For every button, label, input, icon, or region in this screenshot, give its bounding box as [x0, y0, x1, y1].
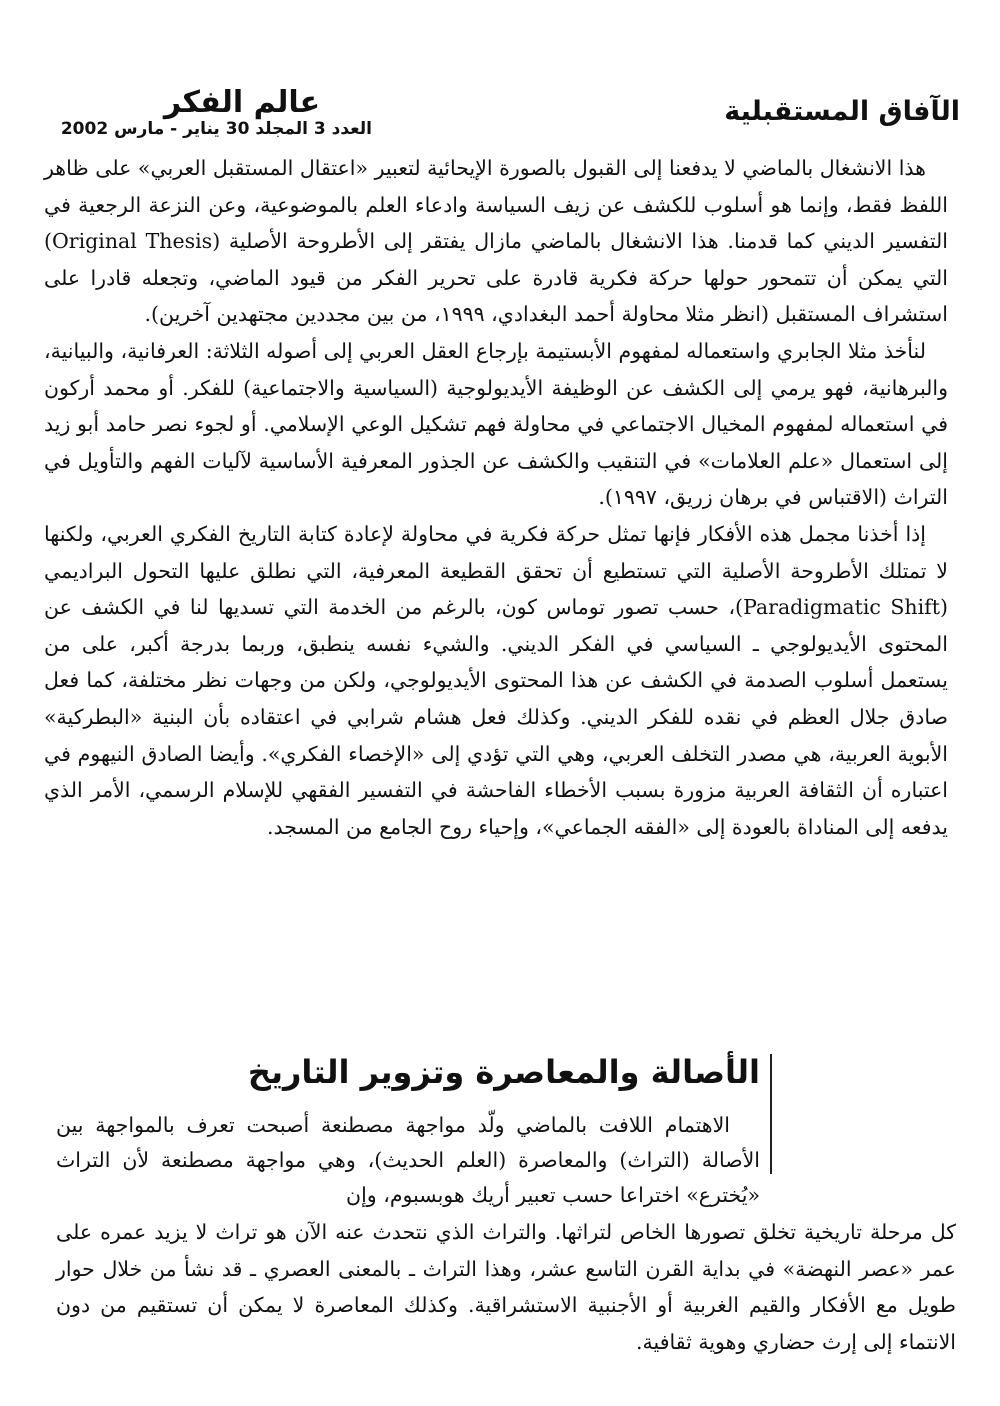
paragraph: هذا الانشغال بالماضي لا يدفعنا إلى القبول بالصورة الإيحائية لتعبير «اعتقال المستقبل العربي» على ظاهر اللفظ فقط، وإنما هو أسلوب للكشف عن زيف السياسة وادعاء العلم بالموضوعية، وعن النزعة الرجعية في التفسير الديني كما قدمنا. هذا الانشغال بالماضي مازال يفتقر إلى الأطروحة الأصلية (Original Thesis) التي يمكن أن تتمحور حولها حركة فكرية قادرة على تحرير الفكر من قيود الماضي، وتجعله قادرا على استشراف المستقبل (انظر مثلا محاولة أحمد البغدادي، ١٩٩٩، من بين مجددين مجتهدين آخرين).	[44, 156, 948, 327]
paragraph: لنأخذ مثلا الجابري واستعماله لمفهوم الأبستيمة بإرجاع العقل العربي إلى أصوله الثلاثة: العرفانية، والبيانية، والبرهانية، فهو يرمي إلى الكشف عن الوظيفة الأيديولوجية (السياسية والاجتماعية) للفكر. أو محمد أركون في استعماله لمفهوم المخيال الاجتماعي في محاولة فهم تشكيل الوعي الإسلامي. أو لجوء نصر حامد أبو زيد إلى استعمال «علم العلامات» في التنقيب والكشف عن الجذور المعرفية الأساسية لآليات الفهم والتأويل في التراث (الاقتباس في برهان زريق، ١٩٩٧).	[44, 338, 948, 510]
paragraph: إذا أخذنا مجمل هذه الأفكار فإنها تمثل حركة فكرية في محاولة لإعادة كتابة التاريخ الفكري العربي، ولكنها لا تمتلك الأطروحة الأصلية التي تستطيع أن تحقق القطيعة المعرفية، التي نطلق عليها التحول البراديمي (Paradigmatic Shift)، حسب تصور توماس كون، بالرغم من الخدمة التي تسديها لنا في الكشف عن المحتوى الأيديولوجي ـ السياسي في الفكر الديني. والشيء نفسه ينطبق، وربما بدرجة أكبر، على من يستعمل أسلوب الصدمة في الكشف عن هذا المحتوى الأيديولوجي، ولكن من وجهات نظر مختلفة، كما فعل صادق جلال العظم في نقده للفكر الديني. وكذلك فعل هشام شرابي في اعتقاده بأن البنية «البطركية» الأبوية العربية، هي مصدر التخلف العربي، وهي التي تؤدي إلى «الإخصاء الفكري». وأيضا الصادق النيهوم في اعتباره أن الثقافة العربية مزورة بسبب الأخطاء الفاحشة في التفسير الفقهي للإسلام الرسمي، الأمر الذي يدفعه إلى المناداة بالعودة إلى «الفقه الجماعي»، وإحياء روح الجامع من المسجد.	[44, 521, 949, 839]
journal-title: عالم الفكر	[163, 85, 321, 120]
article-body	[44, 150, 948, 845]
section-block	[0, 1048, 1000, 1108]
journal-masthead	[60, 85, 372, 140]
paragraph: الاهتمام اللافت بالماضي ولّد مواجهة مصطنعة أصبحت تعرف بالمواجهة بين الأصالة (التراث) والمعاصرة (العلم الحديث)، وهي مواجهة مصطنعة لأن التراث «يُخترع» اختراعا حسب تعبير أريك هوبسبوم، وإن	[56, 1113, 760, 1207]
section-divider	[770, 1054, 772, 1174]
section-heading: الأصالة والمعاصرة وتزوير التاريخ	[247, 1053, 760, 1091]
paragraph: كل مرحلة تاريخية تخلق تصورها الخاص لتراثها. والتراث الذي نتحدث عنه الآن هو تراث لا يزيد عمره على عمر «عصر النهضة» في بداية القرن التاسع عشر، وهذا التراث ـ بالمعنى العصري ـ قد نشأ من خلال حوار طويل مع الأفكار والقيم الغربية أو الأجنبية الاستشراقية. وكذلك المعاصرة لا يمكن أن تستقيم من دون الانتماء إلى إرث حضاري وهوية ثقافية.	[56, 1220, 956, 1354]
section-intro	[56, 1108, 760, 1213]
issue-info: العدد 3 المجلد 30 يناير - مارس 2002	[60, 119, 372, 139]
running-title: الآفاق المستقبلية	[724, 96, 960, 127]
section-continuation	[56, 1214, 956, 1360]
